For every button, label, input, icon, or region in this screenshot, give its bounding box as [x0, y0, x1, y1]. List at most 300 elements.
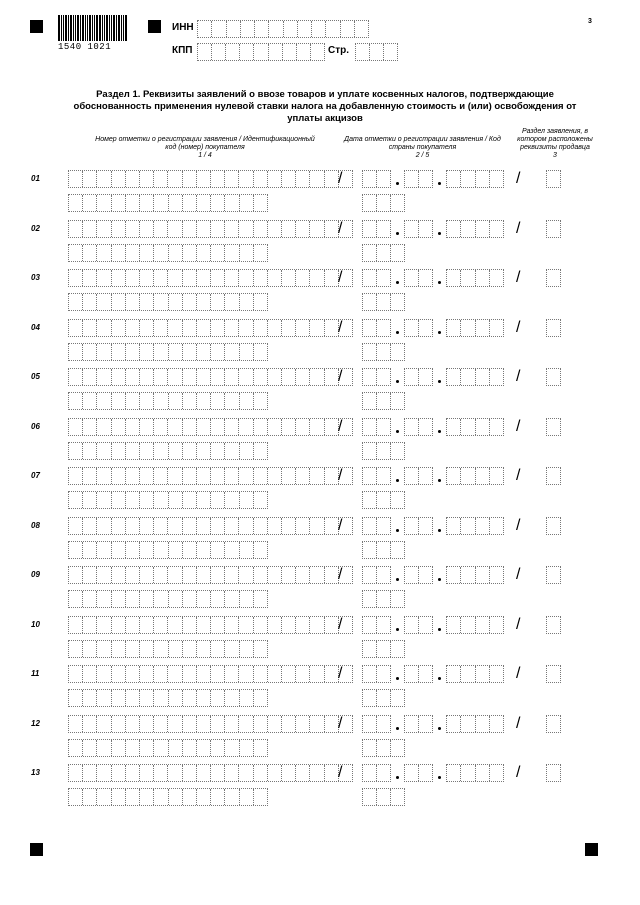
- cell[interactable]: [296, 171, 310, 187]
- cell[interactable]: [377, 591, 391, 607]
- cell[interactable]: [169, 294, 183, 310]
- cell[interactable]: [112, 617, 126, 633]
- cell[interactable]: [211, 542, 225, 558]
- date-day-field[interactable]: [362, 517, 391, 535]
- cell[interactable]: [97, 492, 111, 508]
- cell[interactable]: [140, 740, 154, 756]
- cell[interactable]: [254, 518, 268, 534]
- cell[interactable]: [363, 270, 377, 286]
- cell[interactable]: [363, 641, 377, 657]
- cell[interactable]: [140, 641, 154, 657]
- cell[interactable]: [547, 617, 560, 633]
- cell[interactable]: [419, 666, 432, 682]
- cell[interactable]: [255, 21, 269, 37]
- cell[interactable]: [197, 789, 211, 805]
- cell[interactable]: [97, 245, 111, 261]
- cell[interactable]: [268, 518, 282, 534]
- cell[interactable]: [169, 740, 183, 756]
- cell[interactable]: [461, 171, 475, 187]
- cell[interactable]: [377, 270, 390, 286]
- cell[interactable]: [391, 740, 404, 756]
- cell[interactable]: [211, 270, 225, 286]
- buyer-id-code-field[interactable]: [68, 244, 268, 262]
- cell[interactable]: [268, 419, 282, 435]
- cell[interactable]: [183, 270, 197, 286]
- cell[interactable]: [476, 666, 490, 682]
- cell[interactable]: [476, 567, 490, 583]
- cell[interactable]: [405, 666, 419, 682]
- cell[interactable]: [461, 320, 475, 336]
- cell[interactable]: [405, 716, 419, 732]
- date-month-field[interactable]: [404, 665, 433, 683]
- cell[interactable]: [240, 789, 254, 805]
- cell[interactable]: [212, 44, 226, 60]
- cell[interactable]: [254, 542, 267, 558]
- cell[interactable]: [183, 740, 197, 756]
- cell[interactable]: [405, 567, 419, 583]
- cell[interactable]: [384, 44, 397, 60]
- cell[interactable]: [112, 369, 126, 385]
- cell[interactable]: [83, 320, 97, 336]
- cell[interactable]: [363, 344, 377, 360]
- cell[interactable]: [197, 294, 211, 310]
- cell[interactable]: [126, 245, 140, 261]
- cell[interactable]: [225, 443, 239, 459]
- cell[interactable]: [490, 765, 503, 781]
- date-day-field[interactable]: [362, 764, 391, 782]
- cell[interactable]: [97, 468, 111, 484]
- cell[interactable]: [112, 542, 126, 558]
- cell[interactable]: [310, 765, 324, 781]
- cell[interactable]: [83, 195, 97, 211]
- buyer-country-code-field[interactable]: [362, 640, 405, 658]
- cell[interactable]: [547, 468, 560, 484]
- cell[interactable]: [391, 789, 404, 805]
- buyer-id-code-field[interactable]: [68, 739, 268, 757]
- cell[interactable]: [325, 666, 339, 682]
- cell[interactable]: [140, 171, 154, 187]
- cell[interactable]: [183, 320, 197, 336]
- date-month-field[interactable]: [404, 566, 433, 584]
- date-year-field[interactable]: [446, 467, 504, 485]
- cell[interactable]: [112, 171, 126, 187]
- registration-number-field[interactable]: [68, 319, 353, 337]
- cell[interactable]: [126, 518, 140, 534]
- cell[interactable]: [419, 617, 432, 633]
- buyer-id-code-field[interactable]: [68, 293, 268, 311]
- cell[interactable]: [154, 171, 168, 187]
- date-day-field[interactable]: [362, 566, 391, 584]
- buyer-country-code-field[interactable]: [362, 491, 405, 509]
- cell[interactable]: [97, 690, 111, 706]
- cell[interactable]: [377, 740, 391, 756]
- cell[interactable]: [254, 492, 267, 508]
- cell[interactable]: [356, 44, 370, 60]
- cell[interactable]: [97, 666, 111, 682]
- buyer-country-code-field[interactable]: [362, 442, 405, 460]
- cell[interactable]: [391, 443, 404, 459]
- cell[interactable]: [168, 369, 182, 385]
- cell[interactable]: [126, 468, 140, 484]
- cell[interactable]: [377, 641, 391, 657]
- cell[interactable]: [377, 716, 390, 732]
- application-section-field[interactable]: [546, 616, 561, 634]
- cell[interactable]: [341, 21, 355, 37]
- cell[interactable]: [239, 468, 253, 484]
- cell[interactable]: [363, 294, 377, 310]
- cell[interactable]: [154, 666, 168, 682]
- cell[interactable]: [239, 320, 253, 336]
- cell[interactable]: [83, 617, 97, 633]
- cell[interactable]: [325, 716, 339, 732]
- cell[interactable]: [140, 443, 154, 459]
- cell[interactable]: [363, 765, 377, 781]
- cell[interactable]: [461, 518, 475, 534]
- cell[interactable]: [377, 468, 390, 484]
- cell[interactable]: [254, 765, 268, 781]
- cell[interactable]: [69, 641, 83, 657]
- cell[interactable]: [419, 518, 432, 534]
- cell[interactable]: [126, 789, 140, 805]
- cell[interactable]: [83, 171, 97, 187]
- cell[interactable]: [83, 518, 97, 534]
- cell[interactable]: [377, 443, 391, 459]
- date-month-field[interactable]: [404, 764, 433, 782]
- cell[interactable]: [140, 245, 154, 261]
- cell[interactable]: [296, 221, 310, 237]
- cell[interactable]: [391, 690, 404, 706]
- cell[interactable]: [197, 542, 211, 558]
- cell[interactable]: [197, 518, 211, 534]
- cell[interactable]: [377, 221, 390, 237]
- cell[interactable]: [183, 294, 197, 310]
- cell[interactable]: [211, 195, 225, 211]
- registration-number-field[interactable]: [68, 764, 353, 782]
- cell[interactable]: [168, 270, 182, 286]
- cell[interactable]: [447, 617, 461, 633]
- date-day-field[interactable]: [362, 368, 391, 386]
- cell[interactable]: [126, 492, 140, 508]
- date-year-field[interactable]: [446, 220, 504, 238]
- date-day-field[interactable]: [362, 170, 391, 188]
- cell[interactable]: [490, 419, 503, 435]
- cell[interactable]: [97, 542, 111, 558]
- cell[interactable]: [225, 270, 239, 286]
- cell[interactable]: [112, 419, 126, 435]
- cell[interactable]: [198, 21, 212, 37]
- cell[interactable]: [154, 765, 168, 781]
- cell[interactable]: [112, 245, 126, 261]
- cell[interactable]: [154, 221, 168, 237]
- cell[interactable]: [97, 344, 111, 360]
- cell[interactable]: [377, 542, 391, 558]
- cell[interactable]: [296, 369, 310, 385]
- cell[interactable]: [461, 468, 475, 484]
- cell[interactable]: [140, 567, 154, 583]
- cell[interactable]: [268, 716, 282, 732]
- cell[interactable]: [391, 195, 404, 211]
- cell[interactable]: [225, 567, 239, 583]
- cell[interactable]: [239, 765, 253, 781]
- cell[interactable]: [447, 221, 461, 237]
- cell[interactable]: [225, 294, 239, 310]
- cell[interactable]: [490, 171, 503, 187]
- cell[interactable]: [447, 666, 461, 682]
- date-year-field[interactable]: [446, 616, 504, 634]
- registration-number-field[interactable]: [68, 517, 353, 535]
- cell[interactable]: [461, 221, 475, 237]
- application-section-field[interactable]: [546, 220, 561, 238]
- buyer-id-code-field[interactable]: [68, 442, 268, 460]
- application-section-field[interactable]: [546, 368, 561, 386]
- cell[interactable]: [310, 221, 324, 237]
- cell[interactable]: [97, 716, 111, 732]
- cell[interactable]: [69, 542, 83, 558]
- cell[interactable]: [254, 690, 267, 706]
- cell[interactable]: [547, 567, 560, 583]
- cell[interactable]: [69, 294, 83, 310]
- cell[interactable]: [254, 270, 268, 286]
- cell[interactable]: [283, 44, 297, 60]
- cell[interactable]: [282, 468, 296, 484]
- cell[interactable]: [83, 666, 97, 682]
- cell[interactable]: [69, 567, 83, 583]
- cell[interactable]: [154, 740, 168, 756]
- cell[interactable]: [140, 221, 154, 237]
- cell[interactable]: [197, 344, 211, 360]
- cell[interactable]: [225, 468, 239, 484]
- cell[interactable]: [461, 270, 475, 286]
- cell[interactable]: [405, 221, 419, 237]
- cell[interactable]: [126, 221, 140, 237]
- cell[interactable]: [183, 567, 197, 583]
- cell[interactable]: [461, 765, 475, 781]
- cell[interactable]: [154, 294, 168, 310]
- cell[interactable]: [140, 542, 154, 558]
- cell[interactable]: [211, 567, 225, 583]
- cell[interactable]: [154, 443, 168, 459]
- date-month-field[interactable]: [404, 418, 433, 436]
- cell[interactable]: [83, 294, 97, 310]
- cell[interactable]: [69, 443, 83, 459]
- cell[interactable]: [83, 542, 97, 558]
- cell[interactable]: [69, 393, 83, 409]
- cell[interactable]: [363, 492, 377, 508]
- cell[interactable]: [225, 320, 239, 336]
- cell[interactable]: [112, 690, 126, 706]
- cell[interactable]: [377, 690, 391, 706]
- registration-number-field[interactable]: [68, 220, 353, 238]
- cell[interactable]: [211, 221, 225, 237]
- registration-number-field[interactable]: [68, 665, 353, 683]
- date-day-field[interactable]: [362, 319, 391, 337]
- cell[interactable]: [325, 567, 339, 583]
- cell[interactable]: [490, 666, 503, 682]
- cell[interactable]: [447, 270, 461, 286]
- cell[interactable]: [154, 270, 168, 286]
- cell[interactable]: [83, 468, 97, 484]
- cell[interactable]: [310, 171, 324, 187]
- cell[interactable]: [268, 567, 282, 583]
- cell[interactable]: [112, 344, 126, 360]
- cell[interactable]: [183, 221, 197, 237]
- cell[interactable]: [282, 716, 296, 732]
- cell[interactable]: [282, 765, 296, 781]
- cell[interactable]: [240, 195, 254, 211]
- cell[interactable]: [140, 666, 154, 682]
- registration-number-field[interactable]: [68, 170, 353, 188]
- cell[interactable]: [168, 419, 182, 435]
- cell[interactable]: [211, 666, 225, 682]
- cell[interactable]: [154, 591, 168, 607]
- cell[interactable]: [97, 591, 111, 607]
- cell[interactable]: [126, 716, 140, 732]
- cell[interactable]: [197, 690, 211, 706]
- cell[interactable]: [225, 245, 239, 261]
- cell[interactable]: [154, 518, 168, 534]
- page-field[interactable]: [355, 43, 398, 61]
- cell[interactable]: [168, 716, 182, 732]
- cell[interactable]: [461, 419, 475, 435]
- cell[interactable]: [169, 641, 183, 657]
- cell[interactable]: [377, 765, 390, 781]
- buyer-id-code-field[interactable]: [68, 640, 268, 658]
- cell[interactable]: [169, 492, 183, 508]
- buyer-country-code-field[interactable]: [362, 244, 405, 262]
- cell[interactable]: [126, 270, 140, 286]
- cell[interactable]: [126, 740, 140, 756]
- cell[interactable]: [377, 344, 391, 360]
- cell[interactable]: [254, 641, 267, 657]
- cell[interactable]: [476, 221, 490, 237]
- cell[interactable]: [169, 789, 183, 805]
- cell[interactable]: [282, 518, 296, 534]
- cell[interactable]: [69, 492, 83, 508]
- cell[interactable]: [461, 716, 475, 732]
- cell[interactable]: [282, 171, 296, 187]
- cell[interactable]: [112, 716, 126, 732]
- cell[interactable]: [326, 21, 340, 37]
- cell[interactable]: [211, 740, 225, 756]
- cell[interactable]: [310, 716, 324, 732]
- cell[interactable]: [547, 419, 560, 435]
- date-day-field[interactable]: [362, 665, 391, 683]
- cell[interactable]: [225, 171, 239, 187]
- buyer-id-code-field[interactable]: [68, 392, 268, 410]
- cell[interactable]: [377, 666, 390, 682]
- cell[interactable]: [419, 320, 432, 336]
- cell[interactable]: [211, 369, 225, 385]
- cell[interactable]: [363, 221, 377, 237]
- cell[interactable]: [97, 294, 111, 310]
- cell[interactable]: [391, 393, 404, 409]
- cell[interactable]: [363, 320, 377, 336]
- cell[interactable]: [183, 542, 197, 558]
- cell[interactable]: [490, 518, 503, 534]
- cell[interactable]: [419, 419, 432, 435]
- cell[interactable]: [197, 393, 211, 409]
- cell[interactable]: [126, 393, 140, 409]
- cell[interactable]: [391, 294, 404, 310]
- cell[interactable]: [183, 690, 197, 706]
- cell[interactable]: [447, 765, 461, 781]
- date-day-field[interactable]: [362, 715, 391, 733]
- cell[interactable]: [254, 195, 267, 211]
- cell[interactable]: [391, 344, 404, 360]
- date-month-field[interactable]: [404, 269, 433, 287]
- cell[interactable]: [391, 591, 404, 607]
- cell[interactable]: [268, 171, 282, 187]
- date-month-field[interactable]: [404, 715, 433, 733]
- cell[interactable]: [476, 716, 490, 732]
- cell[interactable]: [240, 740, 254, 756]
- cell[interactable]: [97, 369, 111, 385]
- cell[interactable]: [197, 320, 211, 336]
- cell[interactable]: [211, 419, 225, 435]
- cell[interactable]: [254, 245, 267, 261]
- cell[interactable]: [140, 591, 154, 607]
- cell[interactable]: [391, 492, 404, 508]
- cell[interactable]: [154, 617, 168, 633]
- cell[interactable]: [476, 765, 490, 781]
- cell[interactable]: [225, 666, 239, 682]
- cell[interactable]: [296, 320, 310, 336]
- cell[interactable]: [112, 468, 126, 484]
- cell[interactable]: [268, 320, 282, 336]
- cell[interactable]: [282, 666, 296, 682]
- cell[interactable]: [547, 320, 560, 336]
- cell[interactable]: [363, 369, 377, 385]
- cell[interactable]: [140, 320, 154, 336]
- cell[interactable]: [225, 419, 239, 435]
- cell[interactable]: [282, 320, 296, 336]
- cell[interactable]: [211, 690, 225, 706]
- cell[interactable]: [140, 468, 154, 484]
- cell[interactable]: [240, 44, 254, 60]
- cell[interactable]: [140, 393, 154, 409]
- cell[interactable]: [140, 789, 154, 805]
- cell[interactable]: [490, 617, 503, 633]
- cell[interactable]: [254, 221, 268, 237]
- cell[interactable]: [254, 591, 267, 607]
- cell[interactable]: [225, 765, 239, 781]
- application-section-field[interactable]: [546, 170, 561, 188]
- cell[interactable]: [377, 518, 390, 534]
- cell[interactable]: [97, 740, 111, 756]
- application-section-field[interactable]: [546, 467, 561, 485]
- cell[interactable]: [254, 171, 268, 187]
- cell[interactable]: [126, 443, 140, 459]
- cell[interactable]: [69, 690, 83, 706]
- cell[interactable]: [211, 294, 225, 310]
- cell[interactable]: [69, 765, 83, 781]
- cell[interactable]: [254, 567, 268, 583]
- cell[interactable]: [310, 419, 324, 435]
- cell[interactable]: [282, 221, 296, 237]
- cell[interactable]: [197, 369, 211, 385]
- cell[interactable]: [377, 492, 391, 508]
- cell[interactable]: [225, 221, 239, 237]
- cell[interactable]: [97, 617, 111, 633]
- cell[interactable]: [310, 270, 324, 286]
- date-month-field[interactable]: [404, 467, 433, 485]
- cell[interactable]: [69, 320, 83, 336]
- application-section-field[interactable]: [546, 764, 561, 782]
- buyer-id-code-field[interactable]: [68, 343, 268, 361]
- cell[interactable]: [490, 369, 503, 385]
- cell[interactable]: [447, 468, 461, 484]
- cell[interactable]: [363, 542, 377, 558]
